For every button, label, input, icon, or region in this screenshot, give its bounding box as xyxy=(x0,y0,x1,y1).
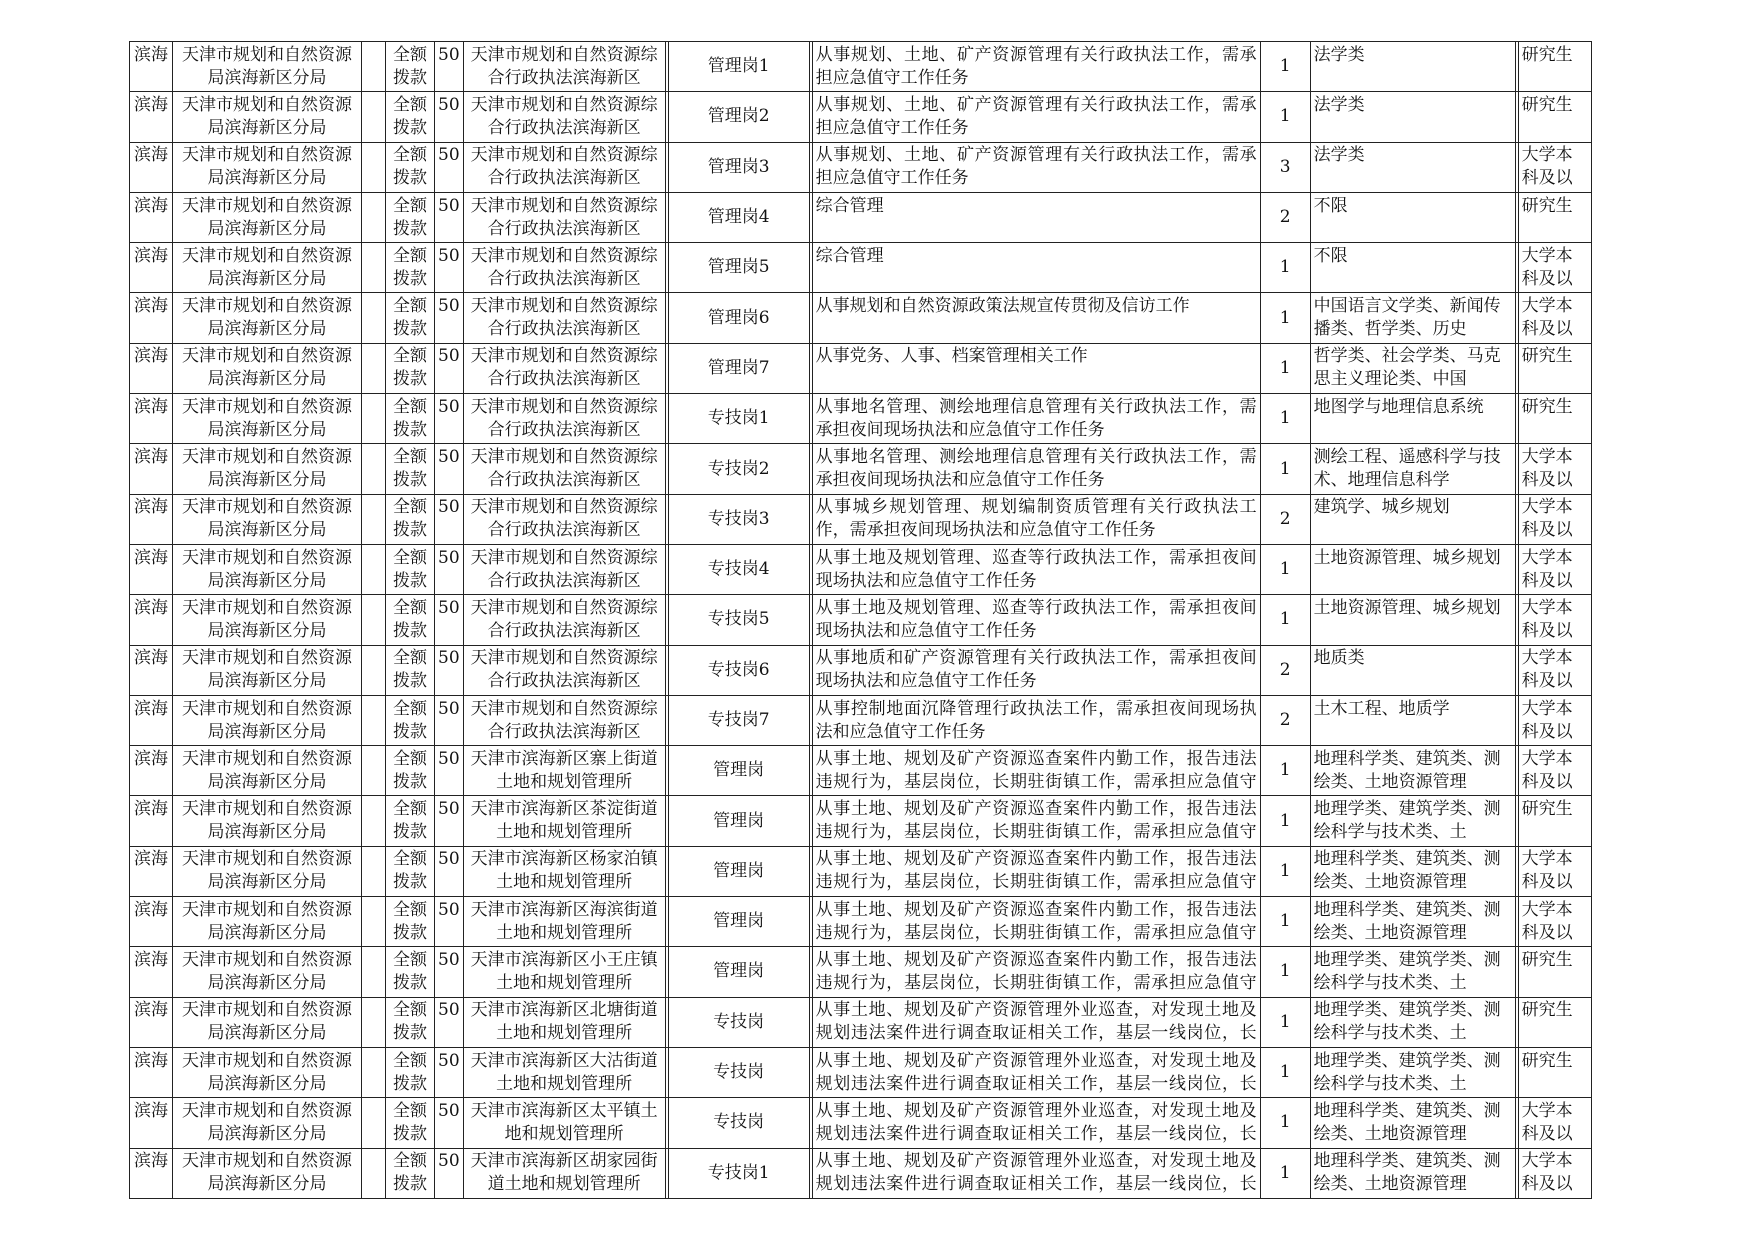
region-cell: 滨海 xyxy=(130,997,173,1047)
headcount-cell: 1 xyxy=(1260,343,1310,393)
major-requirement-cell: 不限 xyxy=(1310,243,1515,293)
table-row xyxy=(130,92,1592,142)
region-cell: 滨海 xyxy=(130,595,173,645)
duty-description-cell: 从事土地、规划及矿产资源管理外业巡查，对发现土地及规划违法案件进行调查取证相关工作，基层一线岗位，长 xyxy=(812,1098,1260,1148)
post-name-cell: 专技岗5 xyxy=(668,595,809,645)
post-name-cell: 管理岗2 xyxy=(668,92,809,142)
post-name-cell: 专技岗6 xyxy=(668,645,809,695)
table-row xyxy=(130,796,1592,846)
funding-type-cell: 全额拨款 xyxy=(386,444,435,494)
region-cell: 滨海 xyxy=(130,1047,173,1097)
major-requirement-cell: 测绘工程、遥感科学与技术、地理信息科学 xyxy=(1310,444,1515,494)
headcount-cell: 1 xyxy=(1260,243,1310,293)
education-cell: 大学本科及以 xyxy=(1518,494,1591,544)
region-cell: 滨海 xyxy=(130,243,173,293)
duty-description-cell: 从事地名管理、测绘地理信息管理有关行政执法工作，需承担夜间现场执法和应急值守工作任务 xyxy=(812,394,1260,444)
major-requirement-cell: 地质类 xyxy=(1310,645,1515,695)
post-name-cell: 管理岗7 xyxy=(668,343,809,393)
funding-type-cell: 全额拨款 xyxy=(386,243,435,293)
headcount-cell: 1 xyxy=(1260,746,1310,796)
region-cell: 滨海 xyxy=(130,494,173,544)
hiring-unit-cell: 天津市规划和自然资源综合行政执法滨海新区 xyxy=(463,544,665,594)
hiring-unit-cell: 天津市规划和自然资源综合行政执法滨海新区 xyxy=(463,243,665,293)
code-cell: 50 xyxy=(435,1047,464,1097)
code-cell: 50 xyxy=(435,394,464,444)
hiring-unit-cell: 天津市规划和自然资源综合行政执法滨海新区 xyxy=(463,42,665,92)
duty-description-cell: 从事规划、土地、矿产资源管理有关行政执法工作，需承担应急值守工作任务 xyxy=(812,142,1260,192)
headcount-cell: 2 xyxy=(1260,494,1310,544)
education-cell: 研究生 xyxy=(1518,192,1591,242)
table-row xyxy=(130,897,1592,947)
code-cell: 50 xyxy=(435,796,464,846)
hiring-unit-cell: 天津市滨海新区太平镇土地和规划管理所 xyxy=(463,1098,665,1148)
department-cell: 天津市规划和自然资源局滨海新区分局 xyxy=(173,846,362,896)
education-cell: 研究生 xyxy=(1518,947,1591,997)
duty-description-cell: 从事土地、规划及矿产资源管理外业巡查，对发现土地及规划违法案件进行调查取证相关工作，基层一线岗位，长 xyxy=(812,1047,1260,1097)
region-cell: 滨海 xyxy=(130,92,173,142)
duty-description-cell: 从事土地及规划管理、巡查等行政执法工作，需承担夜间现场执法和应急值守工作任务 xyxy=(812,544,1260,594)
education-cell: 大学本科及以 xyxy=(1518,293,1591,343)
education-cell: 大学本科及以 xyxy=(1518,746,1591,796)
post-name-cell: 管理岗1 xyxy=(668,42,809,92)
blank-cell xyxy=(362,595,386,645)
post-name-cell: 专技岗1 xyxy=(668,394,809,444)
duty-description-cell: 从事土地及规划管理、巡查等行政执法工作，需承担夜间现场执法和应急值守工作任务 xyxy=(812,595,1260,645)
blank-cell xyxy=(362,796,386,846)
funding-type-cell: 全额拨款 xyxy=(386,142,435,192)
post-name-cell: 管理岗 xyxy=(668,746,809,796)
table-row xyxy=(130,42,1592,92)
major-requirement-cell: 哲学类、社会学类、马克思主义理论类、中国 xyxy=(1310,343,1515,393)
blank-cell xyxy=(362,947,386,997)
code-cell: 50 xyxy=(435,695,464,745)
region-cell: 滨海 xyxy=(130,394,173,444)
duty-description-cell: 从事规划、土地、矿产资源管理有关行政执法工作，需承担应急值守工作任务 xyxy=(812,92,1260,142)
post-name-cell: 管理岗 xyxy=(668,897,809,947)
region-cell: 滨海 xyxy=(130,142,173,192)
blank-cell xyxy=(362,695,386,745)
funding-type-cell: 全额拨款 xyxy=(386,494,435,544)
post-name-cell: 管理岗3 xyxy=(668,142,809,192)
region-cell: 滨海 xyxy=(130,1098,173,1148)
funding-type-cell: 全额拨款 xyxy=(386,645,435,695)
education-cell: 大学本科及以 xyxy=(1518,444,1591,494)
blank-cell xyxy=(362,444,386,494)
major-requirement-cell: 不限 xyxy=(1310,192,1515,242)
headcount-cell: 1 xyxy=(1260,846,1310,896)
department-cell: 天津市规划和自然资源局滨海新区分局 xyxy=(173,192,362,242)
duty-description-cell: 从事党务、人事、档案管理相关工作 xyxy=(812,343,1260,393)
department-cell: 天津市规划和自然资源局滨海新区分局 xyxy=(173,695,362,745)
major-requirement-cell: 法学类 xyxy=(1310,142,1515,192)
major-requirement-cell: 法学类 xyxy=(1310,42,1515,92)
major-requirement-cell: 地理科学类、建筑类、测绘类、土地资源管理 xyxy=(1310,1098,1515,1148)
funding-type-cell: 全额拨款 xyxy=(386,293,435,343)
department-cell: 天津市规划和自然资源局滨海新区分局 xyxy=(173,997,362,1047)
code-cell: 50 xyxy=(435,645,464,695)
headcount-cell: 1 xyxy=(1260,544,1310,594)
duty-description-cell: 从事土地、规划及矿产资源巡查案件内勤工作，报告违法违规行为，基层岗位，长期驻街镇工作，需承担应急值守 xyxy=(812,746,1260,796)
funding-type-cell: 全额拨款 xyxy=(386,92,435,142)
hiring-unit-cell: 天津市滨海新区海滨街道土地和规划管理所 xyxy=(463,897,665,947)
table-row xyxy=(130,1047,1592,1097)
department-cell: 天津市规划和自然资源局滨海新区分局 xyxy=(173,1148,362,1198)
duty-description-cell: 从事规划、土地、矿产资源管理有关行政执法工作，需承担应急值守工作任务 xyxy=(812,42,1260,92)
department-cell: 天津市规划和自然资源局滨海新区分局 xyxy=(173,947,362,997)
funding-type-cell: 全额拨款 xyxy=(386,746,435,796)
blank-cell xyxy=(362,1148,386,1198)
education-cell: 大学本科及以 xyxy=(1518,142,1591,192)
funding-type-cell: 全额拨款 xyxy=(386,897,435,947)
duty-description-cell: 从事地质和矿产资源管理有关行政执法工作，需承担夜间现场执法和应急值守工作任务 xyxy=(812,645,1260,695)
table-row xyxy=(130,142,1592,192)
blank-cell xyxy=(362,92,386,142)
blank-cell xyxy=(362,42,386,92)
table-row xyxy=(130,544,1592,594)
duty-description-cell: 从事土地、规划及矿产资源管理外业巡查，对发现土地及规划违法案件进行调查取证相关工作，基层一线岗位，长 xyxy=(812,997,1260,1047)
post-name-cell: 管理岗 xyxy=(668,846,809,896)
table-row xyxy=(130,293,1592,343)
region-cell: 滨海 xyxy=(130,544,173,594)
post-name-cell: 专技岗1 xyxy=(668,1148,809,1198)
headcount-cell: 2 xyxy=(1260,192,1310,242)
major-requirement-cell: 地理学类、建筑学类、测绘科学与技术类、土 xyxy=(1310,997,1515,1047)
headcount-cell: 1 xyxy=(1260,947,1310,997)
region-cell: 滨海 xyxy=(130,947,173,997)
blank-cell xyxy=(362,997,386,1047)
region-cell: 滨海 xyxy=(130,192,173,242)
funding-type-cell: 全额拨款 xyxy=(386,42,435,92)
table-row xyxy=(130,595,1592,645)
funding-type-cell: 全额拨款 xyxy=(386,1047,435,1097)
education-cell: 研究生 xyxy=(1518,343,1591,393)
table-row xyxy=(130,494,1592,544)
post-name-cell: 管理岗 xyxy=(668,796,809,846)
education-cell: 研究生 xyxy=(1518,394,1591,444)
funding-type-cell: 全额拨款 xyxy=(386,192,435,242)
table-row xyxy=(130,645,1592,695)
funding-type-cell: 全额拨款 xyxy=(386,997,435,1047)
code-cell: 50 xyxy=(435,243,464,293)
blank-cell xyxy=(362,1047,386,1097)
table-row xyxy=(130,695,1592,745)
duty-description-cell: 从事土地、规划及矿产资源巡查案件内勤工作，报告违法违规行为，基层岗位，长期驻街镇工作，需承担应急值守 xyxy=(812,796,1260,846)
department-cell: 天津市规划和自然资源局滨海新区分局 xyxy=(173,746,362,796)
hiring-unit-cell: 天津市规划和自然资源综合行政执法滨海新区 xyxy=(463,92,665,142)
department-cell: 天津市规划和自然资源局滨海新区分局 xyxy=(173,343,362,393)
table-row xyxy=(130,1098,1592,1148)
blank-cell xyxy=(362,544,386,594)
blank-cell xyxy=(362,394,386,444)
headcount-cell: 1 xyxy=(1260,444,1310,494)
headcount-cell: 1 xyxy=(1260,997,1310,1047)
blank-cell xyxy=(362,897,386,947)
post-name-cell: 专技岗 xyxy=(668,1098,809,1148)
department-cell: 天津市规划和自然资源局滨海新区分局 xyxy=(173,394,362,444)
duty-description-cell: 从事土地、规划及矿产资源巡查案件内勤工作，报告违法违规行为，基层岗位，长期驻街镇工作，需承担应急值守 xyxy=(812,846,1260,896)
duty-description-cell: 从事城乡规划管理、规划编制资质管理有关行政执法工作，需承担夜间现场执法和应急值守工作任务 xyxy=(812,494,1260,544)
funding-type-cell: 全额拨款 xyxy=(386,1098,435,1148)
post-name-cell: 专技岗 xyxy=(668,1047,809,1097)
education-cell: 大学本科及以 xyxy=(1518,595,1591,645)
department-cell: 天津市规划和自然资源局滨海新区分局 xyxy=(173,897,362,947)
region-cell: 滨海 xyxy=(130,42,173,92)
funding-type-cell: 全额拨款 xyxy=(386,544,435,594)
region-cell: 滨海 xyxy=(130,746,173,796)
region-cell: 滨海 xyxy=(130,444,173,494)
blank-cell xyxy=(362,293,386,343)
post-name-cell: 管理岗4 xyxy=(668,192,809,242)
education-cell: 大学本科及以 xyxy=(1518,1148,1591,1198)
headcount-cell: 1 xyxy=(1260,42,1310,92)
funding-type-cell: 全额拨款 xyxy=(386,947,435,997)
job-listing-sheet xyxy=(129,41,1592,1199)
headcount-cell: 2 xyxy=(1260,695,1310,745)
major-requirement-cell: 地理科学类、建筑类、测绘类、土地资源管理 xyxy=(1310,1148,1515,1198)
education-cell: 大学本科及以 xyxy=(1518,1098,1591,1148)
headcount-cell: 1 xyxy=(1260,1098,1310,1148)
department-cell: 天津市规划和自然资源局滨海新区分局 xyxy=(173,444,362,494)
code-cell: 50 xyxy=(435,897,464,947)
post-name-cell: 管理岗6 xyxy=(668,293,809,343)
hiring-unit-cell: 天津市滨海新区胡家园街道土地和规划管理所 xyxy=(463,1148,665,1198)
region-cell: 滨海 xyxy=(130,343,173,393)
education-cell: 大学本科及以 xyxy=(1518,846,1591,896)
department-cell: 天津市规划和自然资源局滨海新区分局 xyxy=(173,494,362,544)
headcount-cell: 1 xyxy=(1260,92,1310,142)
education-cell: 研究生 xyxy=(1518,796,1591,846)
code-cell: 50 xyxy=(435,595,464,645)
region-cell: 滨海 xyxy=(130,846,173,896)
funding-type-cell: 全额拨款 xyxy=(386,796,435,846)
code-cell: 50 xyxy=(435,746,464,796)
headcount-cell: 1 xyxy=(1260,293,1310,343)
table-row xyxy=(130,746,1592,796)
table-row xyxy=(130,846,1592,896)
blank-cell xyxy=(362,192,386,242)
post-name-cell: 专技岗3 xyxy=(668,494,809,544)
table-row xyxy=(130,192,1592,242)
department-cell: 天津市规划和自然资源局滨海新区分局 xyxy=(173,1047,362,1097)
education-cell: 大学本科及以 xyxy=(1518,695,1591,745)
code-cell: 50 xyxy=(435,444,464,494)
post-name-cell: 专技岗2 xyxy=(668,444,809,494)
education-cell: 大学本科及以 xyxy=(1518,645,1591,695)
major-requirement-cell: 土木工程、地质学 xyxy=(1310,695,1515,745)
table-row xyxy=(130,444,1592,494)
education-cell: 研究生 xyxy=(1518,42,1591,92)
headcount-cell: 2 xyxy=(1260,645,1310,695)
duty-description-cell: 从事土地、规划及矿产资源管理外业巡查，对发现土地及规划违法案件进行调查取证相关工作，基层一线岗位，长 xyxy=(812,1148,1260,1198)
table-row xyxy=(130,997,1592,1047)
hiring-unit-cell: 天津市规划和自然资源综合行政执法滨海新区 xyxy=(463,695,665,745)
education-cell: 大学本科及以 xyxy=(1518,243,1591,293)
major-requirement-cell: 法学类 xyxy=(1310,92,1515,142)
hiring-unit-cell: 天津市规划和自然资源综合行政执法滨海新区 xyxy=(463,394,665,444)
hiring-unit-cell: 天津市规划和自然资源综合行政执法滨海新区 xyxy=(463,192,665,242)
funding-type-cell: 全额拨款 xyxy=(386,394,435,444)
major-requirement-cell: 土地资源管理、城乡规划 xyxy=(1310,544,1515,594)
blank-cell xyxy=(362,142,386,192)
blank-cell xyxy=(362,494,386,544)
code-cell: 50 xyxy=(435,293,464,343)
department-cell: 天津市规划和自然资源局滨海新区分局 xyxy=(173,293,362,343)
post-name-cell: 专技岗7 xyxy=(668,695,809,745)
code-cell: 50 xyxy=(435,947,464,997)
code-cell: 50 xyxy=(435,343,464,393)
table-row xyxy=(130,243,1592,293)
major-requirement-cell: 地理学类、建筑学类、测绘科学与技术类、土 xyxy=(1310,947,1515,997)
headcount-cell: 1 xyxy=(1260,1148,1310,1198)
hiring-unit-cell: 天津市滨海新区寨上街道土地和规划管理所 xyxy=(463,746,665,796)
headcount-cell: 1 xyxy=(1260,394,1310,444)
major-requirement-cell: 地图学与地理信息系统 xyxy=(1310,394,1515,444)
hiring-unit-cell: 天津市规划和自然资源综合行政执法滨海新区 xyxy=(463,595,665,645)
blank-cell xyxy=(362,343,386,393)
hiring-unit-cell: 天津市滨海新区大沽街道土地和规划管理所 xyxy=(463,1047,665,1097)
education-cell: 研究生 xyxy=(1518,997,1591,1047)
code-cell: 50 xyxy=(435,1148,464,1198)
region-cell: 滨海 xyxy=(130,645,173,695)
code-cell: 50 xyxy=(435,42,464,92)
hiring-unit-cell: 天津市规划和自然资源综合行政执法滨海新区 xyxy=(463,494,665,544)
department-cell: 天津市规划和自然资源局滨海新区分局 xyxy=(173,544,362,594)
duty-description-cell: 综合管理 xyxy=(812,243,1260,293)
table-row xyxy=(130,1148,1592,1198)
blank-cell xyxy=(362,1098,386,1148)
code-cell: 50 xyxy=(435,1098,464,1148)
funding-type-cell: 全额拨款 xyxy=(386,846,435,896)
funding-type-cell: 全额拨款 xyxy=(386,595,435,645)
region-cell: 滨海 xyxy=(130,1148,173,1198)
blank-cell xyxy=(362,243,386,293)
major-requirement-cell: 地理学类、建筑学类、测绘科学与技术类、土 xyxy=(1310,1047,1515,1097)
department-cell: 天津市规划和自然资源局滨海新区分局 xyxy=(173,645,362,695)
blank-cell xyxy=(362,645,386,695)
department-cell: 天津市规划和自然资源局滨海新区分局 xyxy=(173,243,362,293)
major-requirement-cell: 地理科学类、建筑类、测绘类、土地资源管理 xyxy=(1310,897,1515,947)
hiring-unit-cell: 天津市规划和自然资源综合行政执法滨海新区 xyxy=(463,293,665,343)
major-requirement-cell: 土地资源管理、城乡规划 xyxy=(1310,595,1515,645)
duty-description-cell: 综合管理 xyxy=(812,192,1260,242)
hiring-unit-cell: 天津市规划和自然资源综合行政执法滨海新区 xyxy=(463,645,665,695)
hiring-unit-cell: 天津市规划和自然资源综合行政执法滨海新区 xyxy=(463,142,665,192)
major-requirement-cell: 建筑学、城乡规划 xyxy=(1310,494,1515,544)
table-row xyxy=(130,394,1592,444)
hiring-unit-cell: 天津市规划和自然资源综合行政执法滨海新区 xyxy=(463,343,665,393)
funding-type-cell: 全额拨款 xyxy=(386,343,435,393)
post-name-cell: 专技岗 xyxy=(668,997,809,1047)
duty-description-cell: 从事土地、规划及矿产资源巡查案件内勤工作，报告违法违规行为，基层岗位，长期驻街镇工作，需承担应急值守 xyxy=(812,947,1260,997)
major-requirement-cell: 地理科学类、建筑类、测绘类、土地资源管理 xyxy=(1310,746,1515,796)
major-requirement-cell: 中国语言文学类、新闻传播类、哲学类、历史 xyxy=(1310,293,1515,343)
region-cell: 滨海 xyxy=(130,796,173,846)
headcount-cell: 1 xyxy=(1260,595,1310,645)
code-cell: 50 xyxy=(435,997,464,1047)
post-name-cell: 专技岗4 xyxy=(668,544,809,594)
headcount-cell: 1 xyxy=(1260,796,1310,846)
table-row xyxy=(130,947,1592,997)
job-table xyxy=(129,41,1592,1199)
education-cell: 研究生 xyxy=(1518,92,1591,142)
education-cell: 大学本科及以 xyxy=(1518,897,1591,947)
table-body xyxy=(130,42,1592,1199)
duty-description-cell: 从事土地、规划及矿产资源巡查案件内勤工作，报告违法违规行为，基层岗位，长期驻街镇工作，需承担应急值守 xyxy=(812,897,1260,947)
code-cell: 50 xyxy=(435,192,464,242)
funding-type-cell: 全额拨款 xyxy=(386,1148,435,1198)
hiring-unit-cell: 天津市滨海新区小王庄镇土地和规划管理所 xyxy=(463,947,665,997)
code-cell: 50 xyxy=(435,846,464,896)
headcount-cell: 1 xyxy=(1260,897,1310,947)
hiring-unit-cell: 天津市滨海新区北塘街道土地和规划管理所 xyxy=(463,997,665,1047)
duty-description-cell: 从事规划和自然资源政策法规宣传贯彻及信访工作 xyxy=(812,293,1260,343)
funding-type-cell: 全额拨款 xyxy=(386,695,435,745)
duty-description-cell: 从事控制地面沉降管理行政执法工作，需承担夜间现场执法和应急值守工作任务 xyxy=(812,695,1260,745)
table-row xyxy=(130,343,1592,393)
post-name-cell: 管理岗5 xyxy=(668,243,809,293)
department-cell: 天津市规划和自然资源局滨海新区分局 xyxy=(173,595,362,645)
major-requirement-cell: 地理科学类、建筑类、测绘类、土地资源管理 xyxy=(1310,846,1515,896)
code-cell: 50 xyxy=(435,142,464,192)
code-cell: 50 xyxy=(435,544,464,594)
department-cell: 天津市规划和自然资源局滨海新区分局 xyxy=(173,142,362,192)
education-cell: 研究生 xyxy=(1518,1047,1591,1097)
department-cell: 天津市规划和自然资源局滨海新区分局 xyxy=(173,796,362,846)
department-cell: 天津市规划和自然资源局滨海新区分局 xyxy=(173,42,362,92)
hiring-unit-cell: 天津市滨海新区杨家泊镇土地和规划管理所 xyxy=(463,846,665,896)
code-cell: 50 xyxy=(435,92,464,142)
code-cell: 50 xyxy=(435,494,464,544)
hiring-unit-cell: 天津市滨海新区茶淀街道土地和规划管理所 xyxy=(463,796,665,846)
blank-cell xyxy=(362,746,386,796)
post-name-cell: 管理岗 xyxy=(668,947,809,997)
major-requirement-cell: 地理学类、建筑学类、测绘科学与技术类、土 xyxy=(1310,796,1515,846)
department-cell: 天津市规划和自然资源局滨海新区分局 xyxy=(173,92,362,142)
region-cell: 滨海 xyxy=(130,695,173,745)
blank-cell xyxy=(362,846,386,896)
region-cell: 滨海 xyxy=(130,293,173,343)
region-cell: 滨海 xyxy=(130,897,173,947)
hiring-unit-cell: 天津市规划和自然资源综合行政执法滨海新区 xyxy=(463,444,665,494)
headcount-cell: 3 xyxy=(1260,142,1310,192)
headcount-cell: 1 xyxy=(1260,1047,1310,1097)
duty-description-cell: 从事地名管理、测绘地理信息管理有关行政执法工作，需承担夜间现场执法和应急值守工作任务 xyxy=(812,444,1260,494)
education-cell: 大学本科及以 xyxy=(1518,544,1591,594)
department-cell: 天津市规划和自然资源局滨海新区分局 xyxy=(173,1098,362,1148)
